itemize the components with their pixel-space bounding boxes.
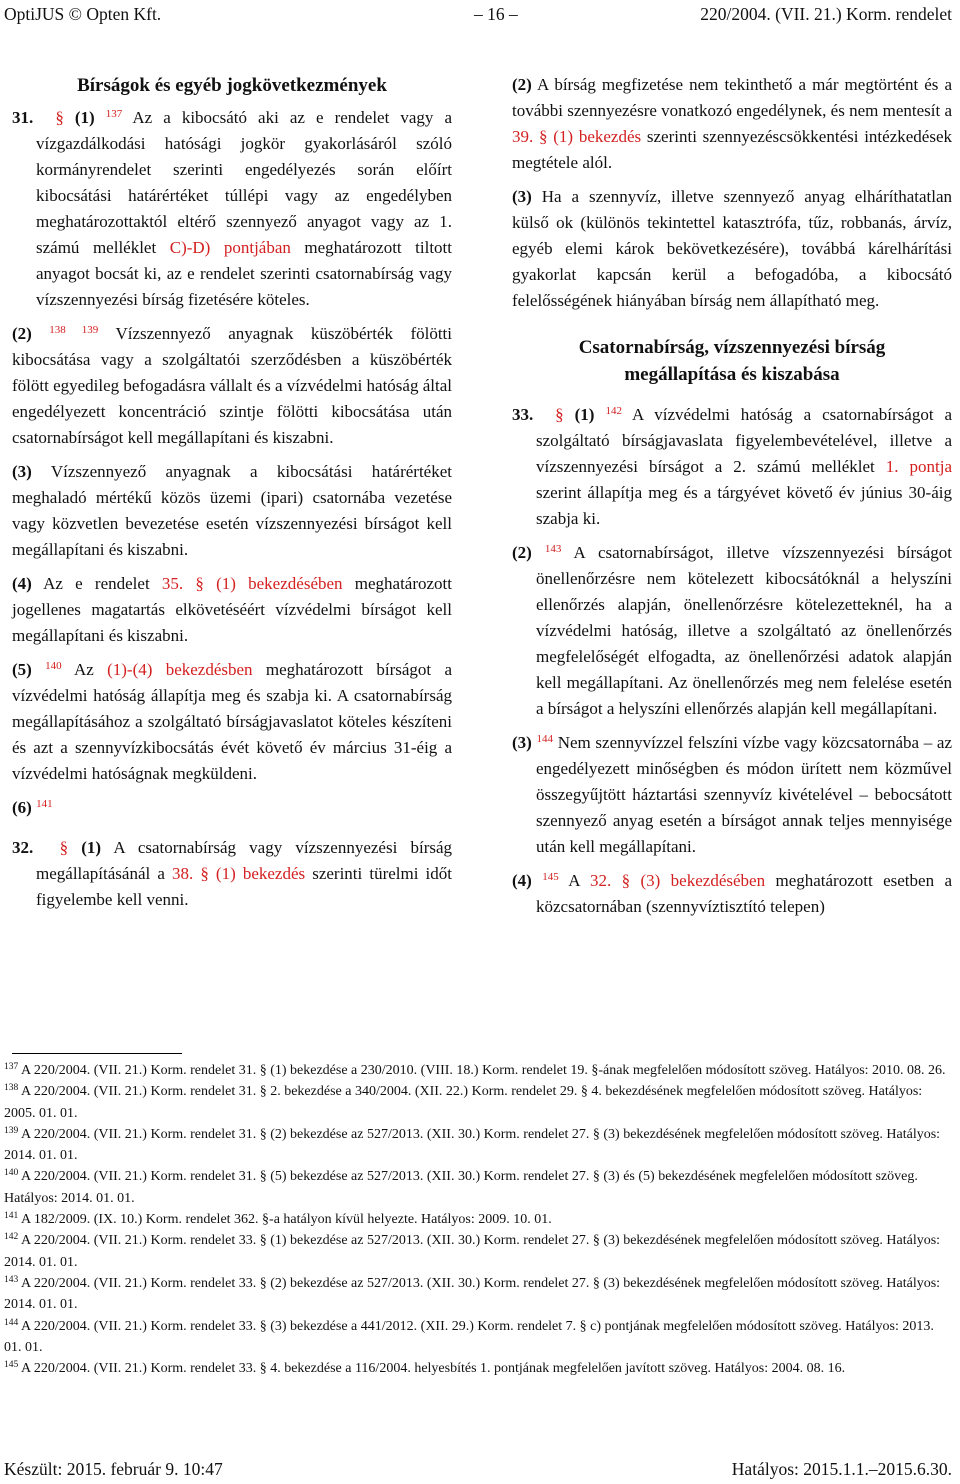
footnote-text: A 220/2004. (VII. 21.) Korm. rendelet 33. § 4. bekezdése a 116/2004. helyesbítés 1. pontjának megfelelően javított szöveg. Hatályos: 2004. 08. 16. <box>20 1361 846 1377</box>
footnote-ref[interactable]: 142 <box>605 405 622 417</box>
footnote-text: A 220/2004. (VII. 21.) Korm. rendelet 33. § (1) bekezdése az 527/2013. (XII. 30.) Korm. rendelet 27. § (3) bekezdésének megfelelően módosított szöveg. Hatályos: 2014. 01. 01. <box>4 1233 941 1270</box>
footnote-text: A 182/2009. (IX. 10.) Korm. rendelet 362. §-a hatályon kívül helyezte. Hatályos: 2009. 10. 01. <box>20 1212 552 1228</box>
s31-paragraph-5 <box>12 657 452 787</box>
paragraph-text: meghatározott esetben a közcsatornában (szennyvíztisztító telepen) <box>536 871 953 916</box>
section-number: 32. <box>12 838 34 857</box>
footnote-number: 144 <box>4 1317 19 1328</box>
footnote <box>4 1081 952 1124</box>
paragraph-text: A bírság megfizetése nem tekinthető a már megtörtént és a további szennyezésre vonatkozó engedélynek, és nem mentesít a <box>512 75 952 120</box>
section-mark-link[interactable]: § <box>55 108 64 127</box>
footnote-ref[interactable]: 143 <box>544 543 562 555</box>
footnote-number: 142 <box>4 1232 19 1243</box>
paragraph-text: A vízvédelmi hatóság a csatornabírságot a szolgáltató bírságjavaslata figyelembevételével, illetve a vízszennyezési bírságot a 2. számú melléklet <box>536 405 953 476</box>
footnote <box>4 1316 952 1359</box>
section-number: 31. <box>12 108 34 127</box>
footnote-number: 145 <box>4 1360 19 1371</box>
footnote-number: 138 <box>4 1083 19 1094</box>
footnote-ref[interactable]: 141 <box>36 798 53 810</box>
section-title-fines: Bírságok és egyéb jogkövetkezmények <box>77 75 387 96</box>
cross-reference-link[interactable]: 1. pontja <box>885 457 952 476</box>
cross-reference-link[interactable]: C)-D) pontjában <box>169 238 291 257</box>
footnote <box>4 1273 952 1316</box>
footnote-ref[interactable]: 138 139 <box>49 324 99 336</box>
s32-paragraph-3 <box>512 184 952 314</box>
paragraph-label: (2) <box>512 75 532 94</box>
footnote-text: A 220/2004. (VII. 21.) Korm. rendelet 33. § (3) bekezdése a 441/2012. (XII. 29.) Korm. rendelet 7. § c) pontjának megfelelően módosított szöveg. Hatályos: 2013. 01. 01. <box>4 1318 934 1355</box>
paragraph-text: szerinti szennyezéscsökkentési intézkedések megtétele alól. <box>512 127 952 172</box>
right-column <box>512 72 952 928</box>
s33-paragraph-2 <box>512 540 952 722</box>
footnote-text: A 220/2004. (VII. 21.) Korm. rendelet 31. § (1) bekezdése a 230/2010. (VIII. 18.) Korm. rendelet 19. §-ának megfelelően módosított szöveg. Hatályos: 2010. 08. 26. <box>20 1063 946 1078</box>
paragraph-label: (4) <box>12 574 32 593</box>
footnote-number: 140 <box>4 1168 19 1179</box>
s32-paragraph-1 <box>12 835 452 913</box>
footnote <box>4 1060 952 1081</box>
paragraph-label: (1) <box>81 838 102 857</box>
cross-reference-link[interactable]: 39. § (1) bekezdés <box>512 127 642 146</box>
section-number: 33. <box>512 405 534 424</box>
s31-paragraph-2 <box>12 321 452 451</box>
paragraph-text: Nem szennyvízzel felszíni vízbe vagy közcsatornába – az engedélyezett minőségben és módon ürített nem közművel összegyűjtött háztartási szennyvíz kivételével – bebocsátott szennyező anyag esetén a bírságot annak teljes mennyisége után kell megállapítani. <box>536 733 953 856</box>
footnote-divider <box>12 1053 182 1054</box>
paragraph-text: meghatározott jogellenes magatartás elkövetéséért vízvédelmi bírságot kell megállapítani és kiszabni. <box>12 574 452 645</box>
footnote-number: 137 <box>4 1062 19 1072</box>
s31-paragraph-4 <box>12 571 452 649</box>
header-page-number: – 16 – <box>474 4 518 24</box>
footnote-text: A 220/2004. (VII. 21.) Korm. rendelet 31. § 2. bekezdése a 340/2004. (XII. 22.) Korm. rendelet 29. § 4. bekezdésének megfelelően módosított szöveg. Hatályos: 2005. 01. 01. <box>4 1084 923 1121</box>
paragraph-text: Ha a szennyvíz, illetve szennyező anyag elháríthatatlan külső ok (különös tekintettel katasztrófa, tűz, robbanás, árvíz, egyéb elemi károk bekövetkezésére), továbbá kárelhárítási gyakorlat kapcsán kerül a befogadóba, a kibocsátó felelősségének hiányában bírság nem állapítható meg. <box>512 187 953 310</box>
footnotes <box>4 1060 952 1379</box>
paragraph-label: (1) <box>74 108 95 127</box>
footnote <box>4 1166 952 1209</box>
section-title-line: Csatornabírság, vízszennyezési bírság <box>578 337 886 358</box>
paragraph-text: Az <box>73 660 108 679</box>
paragraph-text: szerinti türelmi időt figyelembe kell venni. <box>36 864 452 909</box>
footer-validity: Hatályos: 2015.1.1.–2015.6.30. <box>731 1459 952 1479</box>
paragraph-label: (5) <box>12 660 32 679</box>
cross-reference-link[interactable]: 35. § (1) bekezdésében <box>161 574 343 593</box>
cross-reference-link[interactable]: 38. § (1) bekezdés <box>171 864 306 883</box>
left-column <box>12 72 452 921</box>
footer-created: Készült: 2015. február 9. 10:47 <box>4 1459 223 1479</box>
paragraph-text: Az e rendelet <box>43 574 162 593</box>
paragraph-label: (6) <box>12 798 32 817</box>
footnote <box>4 1230 952 1273</box>
header-document-title: 220/2004. (VII. 21.) Korm. rendelet <box>700 4 952 24</box>
s31-paragraph-3 <box>12 459 452 563</box>
s33-paragraph-4 <box>512 868 952 920</box>
header-publisher: OptiJUS © Opten Kft. <box>4 4 162 24</box>
paragraph-text: szerint állapítja meg és a tárgyévet követő év június 30-áig szabja ki. <box>536 483 952 528</box>
cross-reference-link[interactable]: 32. § (3) bekezdésében <box>589 871 766 890</box>
paragraph-text: meghatározott tiltott anyagot bocsát ki, az e rendelet szerinti csatornabírság vagy vízszennyezési bírság fizetésére köteles. <box>36 238 453 309</box>
section-title-line: megállapítása és kiszabása <box>624 364 840 385</box>
paragraph-label: (3) <box>512 187 532 206</box>
section-title-sewer-fine <box>512 334 952 388</box>
paragraph-text: Vízszennyező anyagnak a kibocsátási határértéket meghaladó mértékű közös üzemi (ipari) csatornába vezetése vagy közvetlen bevezetése esetén vízszennyezési bírságot kell megállapítani és kiszabni. <box>12 462 452 559</box>
paragraph-label: (4) <box>512 871 532 890</box>
footnote <box>4 1124 952 1167</box>
s33-paragraph-1 <box>512 402 952 532</box>
s31-paragraph-6 <box>12 795 452 821</box>
paragraph-text: A csatornabírságot, illetve vízszennyezési bírságot önellenőrzésre nem kötelezett kibocsátóknál a helyszíni ellenőrzés alapján, önellenőrzésre kötelezetteknél, ha a vízvédelmi hatóság, illetve a szolgáltató az önellenőrzés megfelelőségét elfogadta, az önellenőrzési adatok alapján kell megállapítani. Az önellenőrzés meg nem felelése esetén a bírságot a helyszíni ellenőrzés alapján kell megállapítani. <box>536 543 953 718</box>
paragraph-text: Az a kibocsátó aki az e rendelet vagy a vízgazdálkodási hatósági jogkör gyakorlásáról szóló kormányrendelet szerinti engedélyezés során előírt kibocsátási határértéket túllépi vagy az engedélyben meghatározottaktól eltérő szennyező anyagot vagy az 1. számú melléklet <box>36 108 453 257</box>
cross-reference-link[interactable]: (1)-(4) bekezdésben <box>107 660 253 679</box>
footnote <box>4 1358 952 1379</box>
footnote-ref[interactable]: 140 <box>45 660 62 672</box>
footnote-number: 139 <box>4 1125 19 1136</box>
paragraph-label: (3) <box>512 733 532 752</box>
footnote <box>4 1209 952 1230</box>
footnote-text: A 220/2004. (VII. 21.) Korm. rendelet 31. § (2) bekezdése az 527/2013. (XII. 30.) Korm. rendelet 27. § (3) bekezdésének megfelelően módosított szöveg. Hatályos: 2014. 01. 01. <box>4 1126 941 1164</box>
paragraph-label: (2) <box>512 543 532 562</box>
footnote-number: 141 <box>4 1211 19 1222</box>
paragraph-label: (3) <box>12 462 32 481</box>
paragraph-text: Vízszennyező anyagnak küszöbérték fölötti kibocsátása vagy a szolgáltatói szerződésben a küszöbérték fölött egyedileg befogadásra vállalt és a vízvédelmi hatóság által engedélyezett koncentráció szintje fölötti kibocsátása után csatornabírságot kell megállapítani és kiszabni. <box>12 324 453 447</box>
section-mark-link[interactable]: § <box>555 405 564 424</box>
paragraph-text: A csatornabírság vagy vízszennyezési bírság megállapításánál a <box>36 838 453 883</box>
s31-paragraph-1 <box>12 105 452 313</box>
s32-paragraph-2 <box>512 72 952 176</box>
footnote-text: A 220/2004. (VII. 21.) Korm. rendelet 31. § (5) bekezdése az 527/2013. (XII. 30.) Korm. rendelet 27. § (3) és (5) bekezdésének megfelelően módosított szöveg. Hatályos: 2014. 01. 01. <box>4 1169 918 1206</box>
paragraph-label: (2) <box>12 324 32 343</box>
footnote-ref[interactable]: 145 <box>542 871 559 883</box>
paragraph-text: meghatározott bírságot a vízvédelmi hatóság állapítja meg és szabja ki. A csatornabírság megállapításához a szolgáltató bírságjavaslatot köteles készíteni és azt a szennyvízkibocsátás évét követő év március 31-éig a vízvédelmi hatóságnak megküldeni. <box>12 660 452 783</box>
footnote-text: A 220/2004. (VII. 21.) Korm. rendelet 33. § (2) bekezdése az 527/2013. (XII. 30.) Korm. rendelet 27. § (3) bekezdésének megfelelően módosított szöveg. Hatályos: 2014. 01. 01. <box>4 1275 941 1313</box>
section-mark-link[interactable]: § <box>59 838 69 857</box>
s33-paragraph-3 <box>512 730 952 860</box>
paragraph-text: A <box>568 871 590 890</box>
footnote-ref[interactable]: 137 <box>105 108 123 120</box>
paragraph-label: (1) <box>574 405 595 424</box>
footnote-number: 143 <box>4 1274 19 1285</box>
footnote-ref[interactable]: 144 <box>536 733 554 745</box>
